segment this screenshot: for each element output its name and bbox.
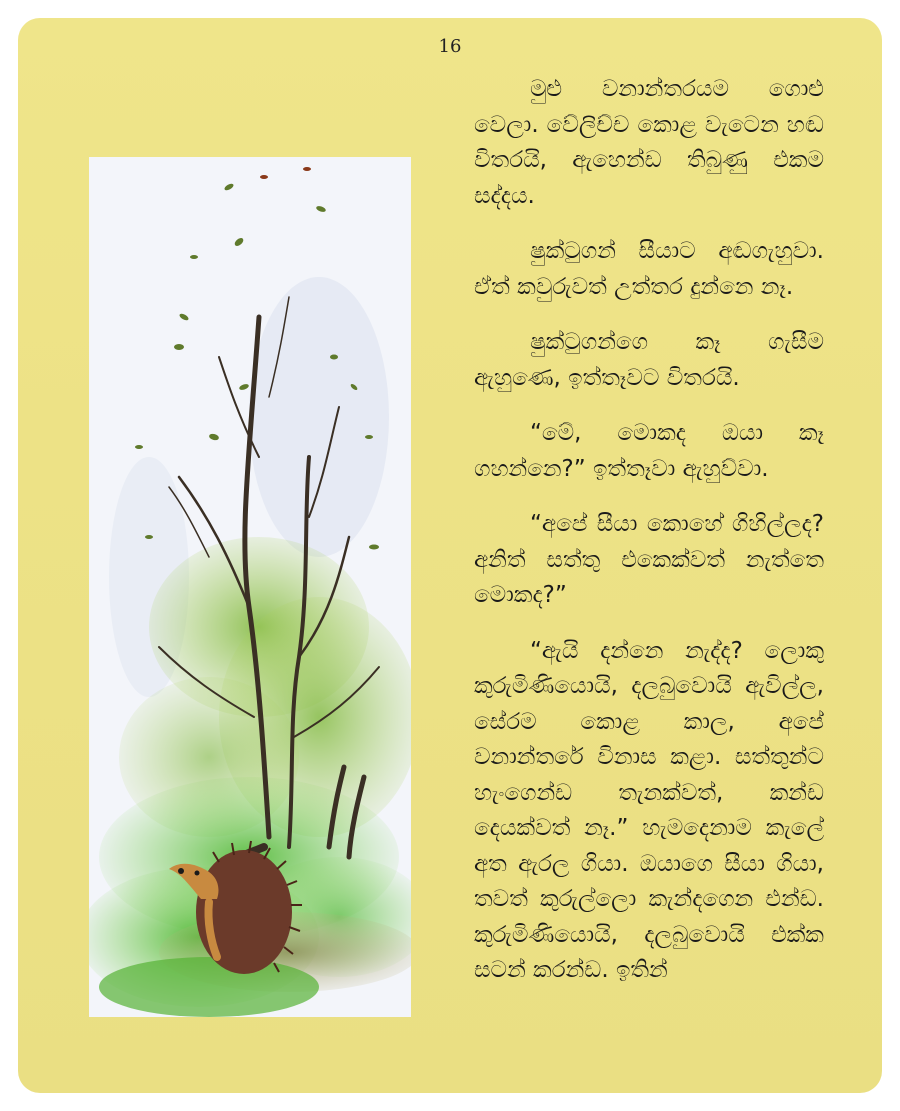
paragraph-1: මුළු වනාන්තරයම ගොළු වෙලා. වේලිච්ච කොළ වැටෙන හඬ විතරයි, ඇහෙන්ඩ තිබුණු එකම සද්දය. <box>474 76 824 209</box>
hedgehog-illustration <box>89 157 411 1017</box>
illustration-drawing <box>89 157 411 1017</box>
page-number: 16 <box>438 36 462 57</box>
paragraph-3: ෂුක්ටුගන්ගෙ කෑ ගැසීම ඇහුණෙ, ඉත්තෑවට විතරයි. <box>474 329 824 391</box>
paragraph-4: “මේ, මොකද ඔයා කෑ ගහන්නෙ?” ඉත්තෑවා ඇහුව්වා. <box>474 420 824 482</box>
paragraph-5: “අපේ සීයා කොහේ ගිහිල්ලද? අනිත් සත්තු එකෙක්වත් නැත්තෙ මොකද?” <box>474 511 824 608</box>
story-text <box>474 72 824 1009</box>
paragraph-6: “ඇයි දන්නෙ නැද්ද? ලොකු කුරුමිණියොයි, දලබුවොයි ඇවිල්ල, සේරම කොළ කාල, අපේ වනාන්තරේ විනාස කළා. සත්තුන්ට හැංගෙන්ඩ තැනක්වත්, කන්ඩ දෙයක්වත් නෑ.” හැමදෙනාම කැලේ අත ඇරල ගියා. ඔයාගෙ සීයා ගියා, තවත් කුරුල්ලො කැන්දගෙන එන්ඩ. කුරුමිණියොයි, දලබුවොයි එක්ක සටන් කරන්ඩ. ඉතින් <box>474 637 824 983</box>
book-page <box>18 18 882 1093</box>
paragraph-2: ෂුක්ටුගන් සීයාට අඬගැහුවා. ඒත් කවුරුවත් උත්තර දුන්නෙ නෑ. <box>474 238 824 300</box>
